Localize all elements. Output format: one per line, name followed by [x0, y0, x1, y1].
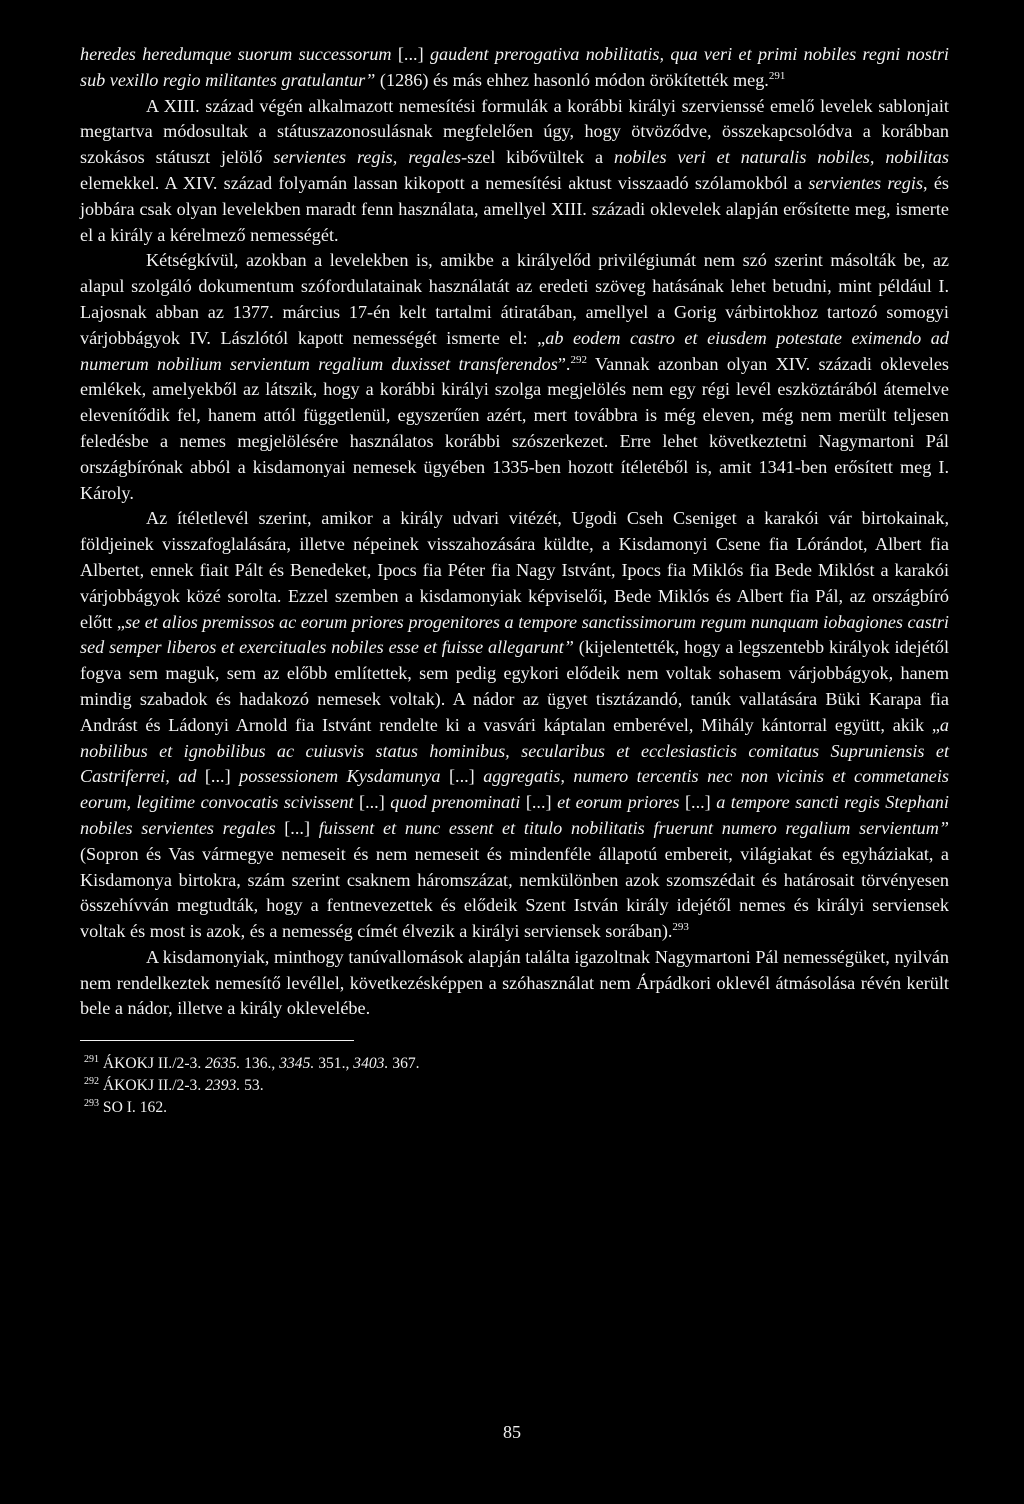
- text-run: (Sopron és Vas vármegye nemeseit és nem nemeseit és mindenféle állapotú embereit, világiakat és egyháziakat, a Kisdamonya birtokra, szám szerint csaknem háromszázat, nemkülönben azok szomszédait és határosait törvényesen összehívván megtudták, hogy a fentnevezettek és elődeik Szent István király idejétől nemes és királyi serviensek voltak és most is azok, és a nemesség címét élvezik a királyi serviensek sorában).: [80, 843, 949, 942]
- text-run: , és jobbára csak olyan levelekben maradt fenn használata, amellyel XIII. századi oklevelek alapján erősítette meg, ismerte el a király a kérelmező nemességét.: [80, 172, 949, 245]
- text-run: 367.: [388, 1055, 420, 1073]
- italic-text: heredes heredumque suorum successorum: [80, 44, 398, 64]
- page-number: 85: [503, 1422, 521, 1442]
- text-run: Az ítéletlevél szerint, amikor a király udvari vitézét, Ugodi Cseh Cseniget a karakói vár birtokainak, földjeinek visszafoglalására, illetve népeinek visszahozására küldte, a Kisdamonyi Csene fia Lórándot, Albert fia Albertet, ennek fiait Pált és Benedeket, Ipocs fia Péter fia Nagy Istvánt, Ipocs fia Miklós fia Bede Miklóst a karakói várjobbágyok közé sorolta. Ezzel szemben a kisdamonyiak képviselői, Bede Miklós és Albert fia Pál, az országbíró előtt „: [80, 508, 949, 632]
- text-run: [...]: [684, 792, 717, 813]
- text-run: A kisdamonyiak, minthogy tanúvallomások alapján találta igazoltnak Nagymartoni Pál nemességüket, nyilván nem rendelkeztek nemesítő levéllel, következésképpen a szóhasználat nem Árpádkori oklevél átmásolása révén került bele a nádor, illetve a király oklevelébe.: [80, 946, 949, 1019]
- text-run: 351.,: [314, 1055, 354, 1073]
- text-run: (kijelentették, hogy a legszentebb királyok idejétől fogva sem maguk, sem az előbb említettek, sem pedig egykori elődeik nem voltak sohasem várjobbágyok, hanem mindig szabadok és hadakozó nemesek voltak). A nádor az ügyet tisztázandó, tanúk vallatására Büki Karapa fia Andrást és Ládonyi Arnold fia Istvánt rendelte ki a vasvári káptalan emberével, Mihály kántorral együtt, akik „: [80, 637, 949, 735]
- text-run: [...]: [525, 792, 558, 813]
- paragraph: [80, 248, 949, 506]
- text-run: (1286) és más ehhez hasonló módon örökítették meg.: [375, 69, 769, 90]
- italic-text: quod prenominati: [390, 792, 526, 813]
- paragraph: [80, 42, 949, 94]
- footnotes: [80, 1053, 949, 1119]
- italic-text: gaudent prerogativa nobilitatis, qua veri et primi nobiles regni nostri sub vexillo regio militantes gratulantur”: [80, 44, 949, 90]
- footnote: [80, 1097, 949, 1119]
- text-run: SO I. 162.: [99, 1099, 168, 1117]
- italic-text: fuissent et nunc essent et titulo nobilitatis fruerunt numero regalium servientum”: [318, 817, 949, 838]
- italic-text: aggregatis, numero tercentis nec non vicinis et commetaneis eorum, legitime convocatis scivissent: [80, 766, 949, 813]
- italic-text: a nobilibus et ignobilibus ac cuiusvis status hominibus, secularibus et ecclesiasticis comitatus Supruniensis et Castriferrei, ad: [80, 714, 949, 787]
- italic-text: servientes regis: [808, 172, 924, 193]
- text-run: A XIII. század végén alkalmazott nemesítési formulák a korábbi királyi szervienssé emelő levelek sablonjait megtartva módosultak a státuszazonosulásnak megfelelően úgy, hogy ötvöződve, összekapcsolódva a korábban szokásos státuszt jelölő: [80, 95, 949, 168]
- text-run: 136.,: [240, 1055, 280, 1073]
- text-run: ÁKOKJ II./2-3.: [99, 1077, 206, 1095]
- italic-text: possessionem Kysdamunya: [239, 766, 449, 787]
- italic-text: a tempore sancti regis Stephani nobiles servientes regales: [80, 792, 949, 838]
- text-run: elemekkel. A XIV. század folyamán lassan kikopott a nemesítési aktust visszaadó szólamokból a: [80, 172, 809, 193]
- footnote-number: 292: [84, 1076, 99, 1088]
- italic-text: ab eodem castro et eiusdem potestate eximendo ad numerum nobilium servientum regalium duxisset transferendos: [80, 327, 949, 374]
- footnote: [80, 1075, 949, 1097]
- footnote: [80, 1053, 949, 1075]
- text-run: [...]: [397, 44, 430, 64]
- text-run: Kétségkívül, azokban a levelekben is, amikbe a királyelőd privilégiumát nem szó szerint másolták be, az alapul szolgáló dokumentum szófordulatainak használatát az eredeti szöveg hatásának lehet betudni, mint például I. Lajosnak abban az 1377. március 17-én kelt tartalmi átiratában, amellyel a Gorig várbirtokhoz tartozó somogyi várjobbágyok IV. Lászlótól kapott nemességét ismerte el: „: [80, 250, 949, 348]
- footnote-ref: 291: [768, 69, 786, 82]
- page-body: [80, 42, 949, 1119]
- footnote-ref: 293: [672, 921, 689, 934]
- text-run: -szel kibővültek a: [461, 147, 615, 168]
- footnote-ref: 292: [570, 353, 587, 366]
- paragraph: [80, 945, 949, 1022]
- paragraph: [80, 94, 949, 249]
- footnote-separator: [80, 1040, 354, 1041]
- text-run: ”.: [557, 353, 571, 374]
- text-run: [...]: [359, 792, 391, 813]
- italic-text: se et alios premissos ac eorum priores progenitores a tempore sanctissimorum regum nunquam iobagiones castri sed semper liberos et exercituales nobiles esse et fuisse allegarunt”: [80, 611, 949, 658]
- italic-text: 2393.: [205, 1077, 241, 1095]
- text-run: [...]: [284, 817, 319, 838]
- body-text: [80, 42, 949, 1022]
- italic-text: nobiles veri et naturalis nobiles, nobilitas: [614, 147, 949, 168]
- text-run: ÁKOKJ II./2-3.: [99, 1055, 206, 1073]
- text-run: [...]: [448, 766, 484, 787]
- text-run: 53.: [240, 1077, 264, 1095]
- footnote-number: 291: [84, 1054, 99, 1066]
- italic-text: 3403.: [353, 1055, 389, 1073]
- italic-text: servientes regis, regales: [273, 147, 462, 168]
- text-run: Vannak azonban olyan XIV. századi okleveles emlékek, amelyekből az látszik, hogy a korábbi királyi szolga megjelölés nem egy régi levél eszköztárából átemelve elevenítődik fel, hanem attól függetlenül, egyszerűen azért, mert továbbra is még eleven, még nem merült teljesen feledésbe a nemes megjelölésére használatos korábbi szószerkezet. Erre lehet következtetni Nagymartoni Pál országbírónak abból a kisdamonyai nemesek ügyében 1335-ben hozott ítéletéből is, amit 1341-ben erősített meg I. Károly.: [80, 353, 950, 503]
- italic-text: 2635.: [205, 1055, 241, 1073]
- paragraph: [80, 506, 949, 945]
- italic-text: 3345.: [279, 1055, 315, 1073]
- footnote-number: 293: [84, 1098, 99, 1110]
- italic-text: et eorum priores: [557, 792, 685, 813]
- text-run: [...]: [204, 766, 240, 787]
